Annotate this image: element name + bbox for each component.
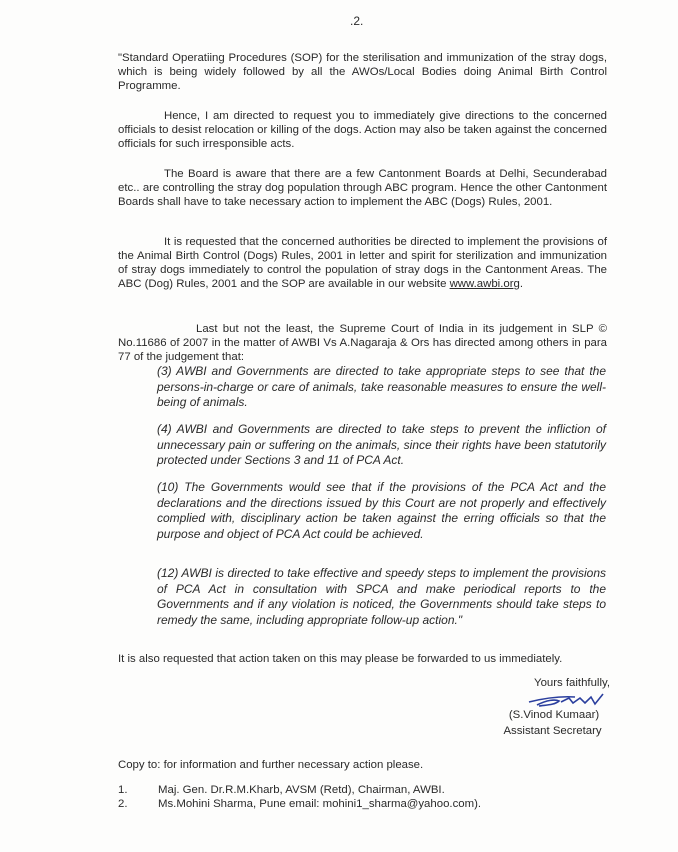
salutation: Yours faithfully, — [534, 677, 610, 689]
quote-para-12: (12) AWBI is directed to take effective and speedy steps to implement the provisions of PCA Act in consultation with SPCA and make periodical reports to the Governments and if any violation is noticed, the Governments should take steps to remedy the same, including appropriate follow-up action." — [157, 566, 606, 627]
item-number: 1. — [118, 784, 128, 796]
quote-para-3: (3) AWBI and Governments are directed to take appropriate steps to see that the persons-in-charge or care of animals, take reasonable measures to ensure the well-being of animals. — [157, 364, 606, 409]
signatory-name: (S.Vinod Kumaar) — [508, 709, 600, 721]
item-text: Ms.Mohini Sharma, Pune email: mohini1_sharma@yahoo.com). — [158, 798, 482, 810]
signatory-title: Assistant Secretary — [503, 725, 602, 737]
paragraph-text: It is requested that the concerned authorities be directed to implement the provisions of the Animal Birth Control (Dogs) Rules, 2001 in letter and spirit for sterilization and immunization of stray dogs immediately to control the population of stray dogs in the Cantonment Areas. The ABC (Dog) Rules, 2001 and the SOP are available in our website — [118, 236, 607, 290]
quote-para-4: (4) AWBI and Governments are directed to take steps to prevent the infliction of unnecessary pain or suffering on the animals, since their rights have been statutorily protected under Sections 3 and 11 of PCA Act. — [157, 422, 606, 467]
quote-para-10: (10) The Governments would see that if the provisions of the PCA Act and the declarations and the directions issued by this Court are not properly and effectively complied with, disciplinary action be taken against the erring officials so that the purpose and object of PCA Act could be achieved. — [157, 480, 606, 541]
item-text: Maj. Gen. Dr.R.M.Kharb, AVSM (Retd), Chairman, AWBI. — [158, 784, 445, 796]
copy-to-heading: Copy to: for information and further necessary action please. — [118, 759, 424, 771]
closing-request: It is also requested that action taken on this may please be forwarded to us immediately. — [118, 653, 563, 665]
website-link[interactable]: www.awbi.org — [449, 278, 520, 290]
copy-to-item — [118, 784, 445, 796]
paragraph-cantonment-boards: The Board is aware that there are a few Cantonment Boards at Delhi, Secunderabad etc.. are controlling the stray dog population through ABC program. Hence the other Cantonment Boards shall have to take necessary action to implement the ABC (Dogs) Rules, 2001. — [118, 168, 607, 208]
paragraph-implement-rules: It is requested that the concerned authorities be directed to implement the provisions of the Animal Birth Control (Dogs) Rules, 2001 in letter and spirit for sterilization and immunization of stray dogs immediately to control the population of stray dogs in the Cantonment Areas. The ABC (Dog) Rules, 2001 and the SOP are available in our website www.awbi.org. — [118, 236, 607, 290]
paragraph-supreme-court: Last but not the least, the Supreme Court of India in its judgement in SLP © No.11686 of 2007 in the matter of AWBI Vs A.Nagaraja & Ors has directed among others in para 77 of the judgement that: — [118, 323, 607, 363]
copy-to-item — [118, 798, 481, 810]
page-number: .2. — [350, 14, 364, 28]
paragraph-sop: "Standard Operatiing Procedures (SOP) for the sterilisation and immunization of the stray dogs, which is being widely followed by all the AWOs/Local Bodies doing Animal Birth Control Programme. — [118, 52, 607, 92]
item-number: 2. — [118, 798, 128, 810]
paragraph-request-directions: Hence, I am directed to request you to immediately give directions to the concerned officials to desist relocation or killing of the dogs. Action may also be taken against the concerned officials for such irresponsible acts. — [118, 110, 607, 150]
